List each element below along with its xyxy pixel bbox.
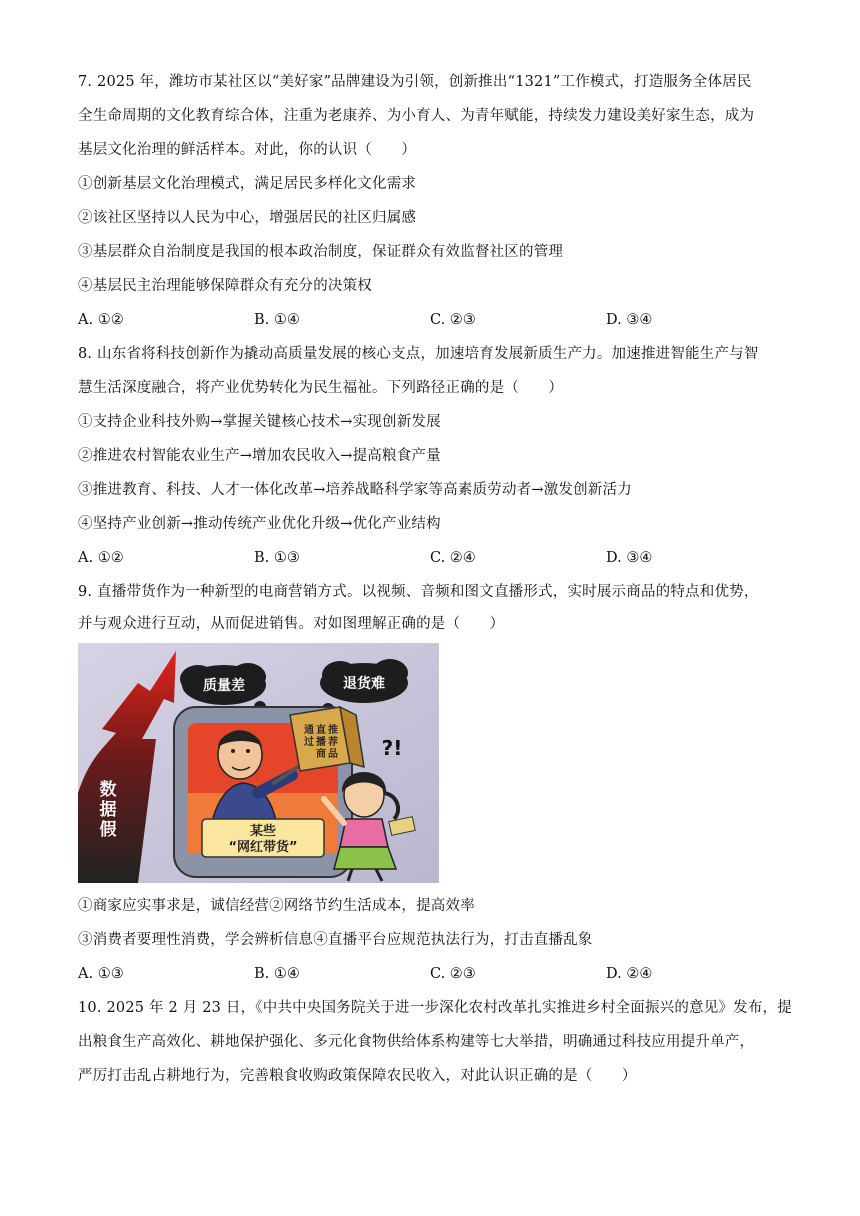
product-box xyxy=(290,707,364,771)
live-streaming-cartoon xyxy=(78,643,439,883)
q7-stem-line-1: 7. 2025 年，潍坊市某社区以“美好家”品牌建设为引领，创新推出“1321”工作模式，打造服务全体居民 xyxy=(78,74,752,90)
q9-stem-line-1: 9. 直播带货作为一种新型的电商营销方式。以视频、音频和图文直播形式，实时展示商品的特点和优势， xyxy=(78,584,759,600)
banner-line-2: “网红带货” xyxy=(228,840,298,855)
q10-stem-line-2: 出粮食生产高效化、耕地保护强化、多元化食物供给体系构建等七大举措，明确通过科技应用提升单产， xyxy=(78,1034,755,1050)
q9-options xyxy=(78,964,798,984)
q8-statement-4: ④坚持产业创新→推动传统产业优化升级→优化产业结构 xyxy=(78,516,441,532)
q8-option-b[interactable]: B. ①③ xyxy=(254,550,300,566)
q8-stem-line-1: 8. 山东省将科技创新作为撬动高质量发展的核心支点，加速培育发展新质生产力。加速推进智能生产与智 xyxy=(78,346,759,362)
arrow-label-1: 数 xyxy=(99,780,117,800)
q7-statement-1: ①创新基层文化治理模式，满足居民多样化文化需求 xyxy=(78,176,417,192)
q7-option-c[interactable]: C. ②③ xyxy=(430,312,476,328)
q8-statement-2: ②推进农村智能农业生产→增加农民收入→提高粮食产量 xyxy=(78,448,441,464)
q9-stem-line-2: 并与观众进行互动，从而促进销售。对如图理解正确的是（ ） xyxy=(78,616,505,632)
q8-stem-line-2: 慧生活深度融合，将产业优势转化为民生福祉。下列路径正确的是（ ） xyxy=(78,380,564,396)
q7-options xyxy=(78,310,798,330)
q7-statement-4: ④基层民主治理能够保障群众有充分的决策权 xyxy=(78,278,372,294)
q8-statement-1: ①支持企业科技外购→掌握关键核心技术→实现创新发展 xyxy=(78,414,441,430)
arrow-label-2: 据 xyxy=(99,800,117,820)
box-label-5: 推 xyxy=(328,725,338,736)
box-label-6: 荐 xyxy=(328,737,338,748)
q8-option-c[interactable]: C. ②④ xyxy=(430,550,476,566)
q7-stem-line-2: 全生命周期的文化教育综合体，注重为老康养、为小育人、为青年赋能，持续发力建设美好家生态，成为 xyxy=(78,108,755,124)
q9-statement-line-1: ①商家应实事求是，诚信经营②网络节约生活成本，提高效率 xyxy=(78,898,475,914)
q8-statement-3: ③推进教育、科技、人才一体化改革→培养战略科学家等高素质劳动者→激发创新活力 xyxy=(78,482,632,498)
q7-statement-3: ③基层群众自治制度是我国的根本政治制度，保证群众有效监督社区的管理 xyxy=(78,244,564,260)
q8-option-d[interactable]: D. ③④ xyxy=(606,550,653,566)
q7-statement-2: ②该社区坚持以人民为中心，增强居民的社区归属感 xyxy=(78,210,417,226)
box-label-4: 播 xyxy=(316,737,326,748)
q9-option-a[interactable]: A. ①③ xyxy=(78,966,124,982)
q7-option-b[interactable]: B. ①④ xyxy=(254,312,300,328)
q10-stem-line-1: 10. 2025 年 2 月 23 日，《中共中央国务院关于进一步深化农村改革扎实推进乡村全面振兴的意见》发布，提 xyxy=(78,1000,792,1016)
q8-option-a[interactable]: A. ①② xyxy=(78,550,124,566)
q7-option-d[interactable]: D. ③④ xyxy=(606,312,653,328)
arrow-label-3: 假 xyxy=(99,820,117,840)
q7-option-a[interactable]: A. ①② xyxy=(78,312,124,328)
box-label-2: 过 xyxy=(304,737,314,748)
q9-option-b[interactable]: B. ①④ xyxy=(254,966,300,982)
box-label-1: 通 xyxy=(304,725,314,736)
bubble-right-text: 退货难 xyxy=(343,676,385,692)
box-label-7: 商 xyxy=(316,749,326,760)
exclaim-mark: ?! xyxy=(381,736,403,760)
box-label-3: 直 xyxy=(316,725,326,736)
q9-option-d[interactable]: D. ②④ xyxy=(606,966,653,982)
q9-option-c[interactable]: C. ②③ xyxy=(430,966,476,982)
banner-line-1: 某些 xyxy=(249,824,277,839)
q7-stem-line-3: 基层文化治理的鲜活样本。对此，你的认识（ ） xyxy=(78,142,417,158)
q9-statement-line-2: ③消费者要理性消费，学会辨析信息④直播平台应规范执法行为，打击直播乱象 xyxy=(78,932,593,948)
q10-stem-line-3: 严厉打击乱占耕地行为，完善粮食收购政策保障农民收入，对此认识正确的是（ ） xyxy=(78,1068,637,1084)
q8-options xyxy=(78,548,798,568)
bubble-left-text: 质量差 xyxy=(203,678,245,694)
box-label-8: 品 xyxy=(328,749,338,760)
